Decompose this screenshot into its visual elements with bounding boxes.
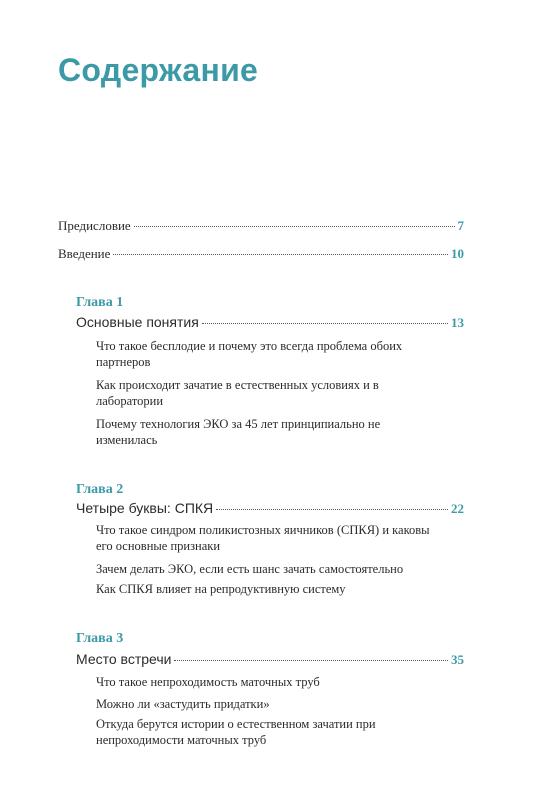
toc-entry-chapter-1[interactable] [76, 314, 464, 331]
chapter-title: Четыре буквы: СПКЯ [76, 500, 214, 516]
chapter-3-label: Глава 3 [76, 631, 124, 646]
dot-leader [202, 323, 448, 324]
chapter-3-topic: Откуда берутся истории о естественном зачатии при непроходимости маточных труб [96, 717, 376, 747]
chapter-3-topic: Можно ли «застудить придатки» [96, 697, 270, 711]
page-number: 10 [451, 246, 464, 261]
dot-leader [134, 226, 455, 227]
chapter-3-topic: Что такое непроходимость маточных труб [96, 675, 320, 689]
toc-entry-introduction[interactable] [58, 246, 464, 262]
chapter-title: Основные понятия [76, 314, 199, 330]
chapter-2-topic: Зачем делать ЭКО, если есть шанс зачать самостоятельно [96, 562, 404, 576]
chapter-2-label: Глава 2 [76, 482, 124, 497]
chapter-1-topic: Как происходит зачатие в естественных условиях и в лаборатории [96, 378, 379, 408]
chapter-1-topic: Что такое бесплодие и почему это всегда проблема обоих партнеров [96, 339, 403, 369]
chapter-2-topic: Как СПКЯ влияет на репродуктивную систему [96, 582, 346, 596]
page-number: 7 [457, 218, 464, 233]
dot-leader [174, 660, 448, 661]
toc-entry-label: Предисловие [58, 218, 131, 233]
page-number: 22 [451, 501, 464, 516]
dot-leader [216, 509, 448, 510]
toc-entry-preface[interactable] [58, 218, 464, 234]
page-number: 13 [451, 315, 464, 330]
chapter-title: Место встречи [76, 651, 172, 667]
chapter-2-topic: Что такое синдром поликистозных яичников (СПКЯ) и каковы его основные признаки [96, 523, 430, 553]
chapter-1-topic: Почему технология ЭКО за 45 лет принципиально не изменилась [96, 417, 381, 447]
toc-entry-chapter-3[interactable] [76, 651, 464, 668]
toc-entry-chapter-2[interactable] [76, 500, 464, 517]
page-title: Содержание [58, 52, 259, 88]
dot-leader [113, 254, 448, 255]
chapter-1-label: Глава 1 [76, 295, 124, 310]
toc-entry-label: Введение [58, 246, 111, 261]
page-number: 35 [451, 652, 464, 667]
